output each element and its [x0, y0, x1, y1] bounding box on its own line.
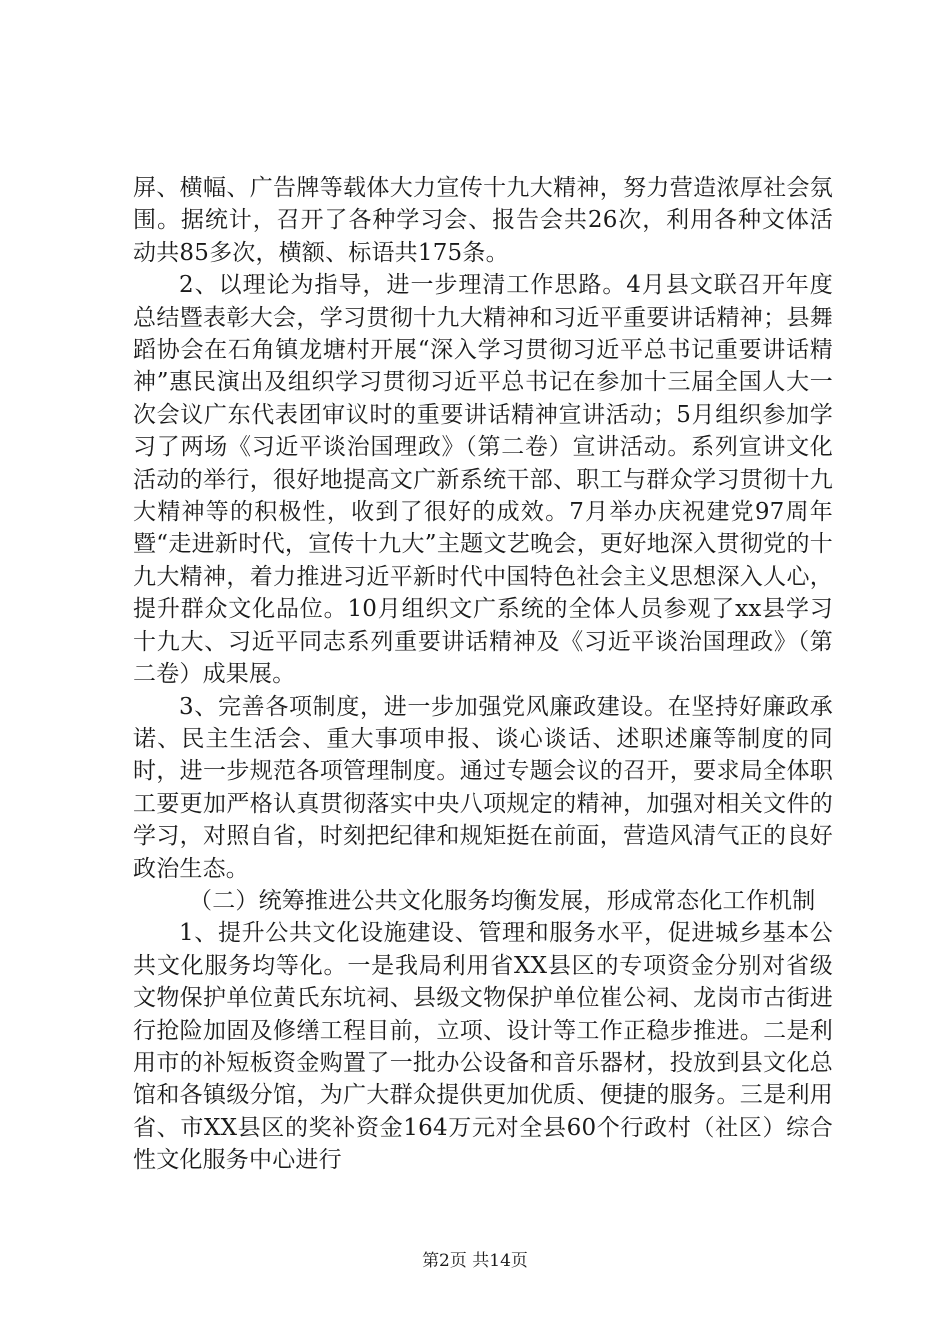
page-footer: 第2页 共14页 [422, 1251, 528, 1271]
paragraph-party-building: 3、完善各项制度，进一步加强党风廉政建设。在坚持好廉政承诺、民主生活会、重大事项申报、谈心谈话、述职述廉等制度的同时，进一步规范各项管理制度。通过专题会议的召开，要求局全体职工要更加严格认真贯彻落实中央八项规定的精神，加强对相关文件的学习，对照自省，时刻把纪律和规矩挺在前面，营造风清气正的良好政治生态。 [133, 693, 833, 882]
document-body [133, 172, 833, 1177]
section-heading: （二）统筹推进公共文化服务均衡发展，形成常态化工作机制 [189, 887, 816, 914]
paragraph-continuation: 屏、横幅、广告牌等载体大力宣传十九大精神，努力营造浓厚社会氛围。据统计，召开了各种学习会、报告会共26次，利用各种文体活动共85多次，横额、标语共175条。 [133, 175, 833, 266]
paragraph-theory-guidance: 2、以理论为指导，进一步理清工作思路。4月县文联召开年度总结暨表彰大会，学习贯彻十九大精神和习近平重要讲话精神；县舞蹈协会在石角镇龙塘村开展“深入学习贯彻习近平总书记重要讲话精神”惠民演出及组织学习贯彻习近平总书记在参加十三届全国人大一次会议广东代表团审议时的重要讲话精神宣讲活动；5月组织参加学习了两场《习近平谈治国理政》（第二卷）宣讲活动。系列宣讲文化活动的举行，很好地提高文广新系统干部、职工与群众学习贯彻十九大精神等的积极性，收到了很好的成效。7月举办庆祝建党97周年暨“走进新时代，宣传十九大”主题文艺晚会，更好地深入贯彻党的十九大精神，着力推进习近平新时代中国特色社会主义思想深入人心，提升群众文化品位。10月组织文广系统的全体人员参观了xx县学习十九大、习近平同志系列重要讲话精神及《习近平谈治国理政》（第二卷）成果展。 [133, 272, 833, 688]
paragraph-public-culture: 1、提升公共文化设施建设、管理和服务水平，促进城乡基本公共文化服务均等化。一是我局利用省XX县区的专项资金分别对省级文物保护单位黄氏东坑祠、县级文物保护单位崔公祠、龙岗市古街进行抢险加固及修缮工程目前，立项、设计等工作正稳步推进。二是利用市的补短板资金购置了一批办公设备和音乐器材，投放到县文化总馆和各镇级分馆，为广大群众提供更加优质、便捷的服务。三是利用省、市XX县区的奖补资金164万元对全县60个行政村（社区）综合性文化服务中心进行 [133, 920, 833, 1174]
